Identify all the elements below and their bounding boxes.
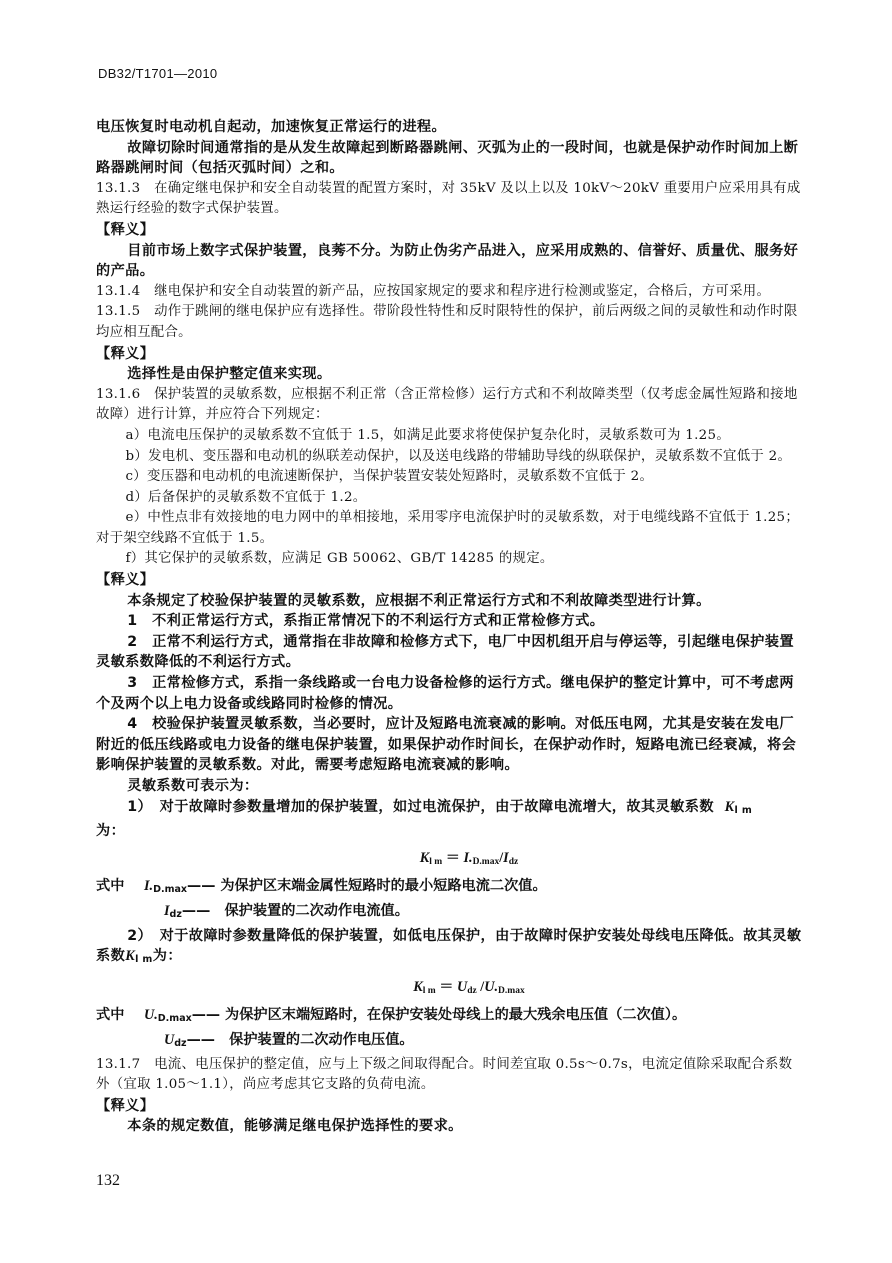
list-item-a: a）电流电压保护的灵敏系数不宜低于 1.5，如满足此要求将使保护复杂化时，灵敏系数可为 1.25。 bbox=[125, 427, 731, 443]
explanation-heading: 【释义】 bbox=[96, 1097, 155, 1114]
definition-row: $U_{dz}——$ 保护装置的二次动作电压值。 bbox=[164, 1031, 414, 1049]
explanation-heading: 【释义】 bbox=[96, 345, 155, 362]
formula-voltage: $K_{l m} = U_{dz}$ $/U._{D.max}$ bbox=[413, 978, 525, 996]
paragraph: 电压恢复时电动机自起动，加速恢复正常运行的进程。 bbox=[96, 119, 447, 135]
clause-13-1-3: 13.1.3 在确定继电保护和安全自动装置的配置方案时，对 35kV 及以上以及 10kV～20kV 重要用户应采用具有成熟运行经验的数字式保护装置。 bbox=[96, 180, 801, 217]
definition-row: 式中 $U._{D.max}——$ 为保护区末端短路时，在保护安装处母线上的最大残余电压值（二次值）。 bbox=[96, 1007, 687, 1025]
document-body bbox=[96, 117, 802, 1137]
paragraph: 选择性是由保护整定值来实现。 bbox=[127, 366, 332, 383]
paragraph: 本条规定了校验保护装置的灵敏系数，应根据不利正常运行方式和不利故障类型进行计算。 bbox=[127, 592, 711, 609]
paragraph: 1） 对于故障时参数量增加的保护装置，如过电流保护，由于故障电流增大，故其灵敏系数 $K_{l m}$ 为： bbox=[96, 798, 753, 840]
list-item-d: d）后备保护的灵敏系数不宜低于 1.2。 bbox=[125, 489, 367, 505]
paragraph: 2） 对于故障时参数量降低的保护装置，如低电压保护，由于故障时保护安装处母线电压降低。故其灵敏系数$K_{l m}$为： bbox=[96, 927, 802, 966]
list-item-c: c）变压器和电动机的电流速断保护，当保护装置安装处短路时，灵敏系数不宜低于 2。 bbox=[125, 469, 654, 485]
definition-row: 式中 $I._{D.max}——$ 为保护区末端金属性短路时的最小短路电流二次值。 bbox=[96, 878, 547, 896]
clause-13-1-5: 13.1.5 动作于跳闸的继电保护应有选择性。带阶段性特性和反时限特性的保护，前后两级之间的灵敏性和动作时限均应相互配合。 bbox=[96, 304, 798, 340]
clause-13-1-4: 13.1.4 继电保护和安全自动装置的新产品，应按国家规定的要求和程序进行检测或鉴定，合格后，方可采用。 bbox=[96, 283, 771, 299]
list-item-f: f）其它保护的灵敏系数，应满足 GB 50062、GB/T 14285 的规定。 bbox=[125, 551, 554, 567]
paragraph: 故障切除时间通常指的是从发生故障起到断路器跳闸、灭弧为止的一段时间，也就是保护动作时间加上断路器跳闸时间（包括灭弧时间）之和。 bbox=[96, 139, 799, 177]
symbol-k: K bbox=[724, 798, 735, 815]
paragraph: 目前市场上数字式保护装置，良莠不分。为防止伪劣产品进入，应采用成熟的、信誉好、质量优、服务好的产品。 bbox=[96, 242, 799, 280]
explanation-heading: 【释义】 bbox=[96, 572, 155, 589]
page-number: 132 bbox=[96, 1172, 120, 1189]
paragraph: 1 不利正常运行方式，系指正常情况下的不利运行方式和正常检修方式。 bbox=[127, 613, 605, 630]
formula-current: $K_{l m} = I._{D.max}/I_{dz}$ bbox=[419, 849, 519, 867]
explanation-heading: 【释义】 bbox=[96, 221, 155, 238]
paragraph: 2 正常不利运行方式，通常指在非故障和检修方式下，电厂中因机组开启与停运等，引起继电保护装置灵敏系数降低的不利运行方式。 bbox=[96, 633, 794, 671]
standard-code-header: DB32/T1701—2010 bbox=[98, 66, 218, 81]
clause-13-1-7: 13.1.7 电流、电压保护的整定值，应与上下级之间取得配合。时间差宜取 0.5s～0.7s，电流定值除采取配合系数外（宜取 1.05～1.1），尚应考虑其它支路的负荷电流。 bbox=[96, 1056, 793, 1093]
paragraph: 灵敏系数可表示为： bbox=[127, 778, 259, 794]
list-item-e: e）中性点非有效接地的电力网中的单相接地，采用零序电流保护时的灵敏系数，对于电缆线路不宜低于 1.25；对于架空线路不宜低于 1.5。 bbox=[96, 510, 800, 546]
paragraph: 4 校验保护装置灵敏系数，当必要时，应计及短路电流衰减的影响。对低压电网，尤其是安装在发电厂附近的低压线路或电力设备的继电保护装置，如果保护动作时间长，在保护动作时，短路电流已经衰减，将会影响保护装置的灵敏系数。对此，需要考虑短路电流衰减的影响。 bbox=[96, 716, 797, 774]
paragraph: 本条的规定数值，能够满足继电保护选择性的要求。 bbox=[127, 1118, 463, 1135]
paragraph: 3 正常检修方式，系指一条线路或一台电力设备检修的运行方式。继电保护的整定计算中，可不考虑两个及两个以上电力设备或线路同时检修的情况。 bbox=[96, 675, 794, 712]
definition-row: $I_{dz}——$ 保护装置的二次动作电流值。 bbox=[164, 902, 409, 920]
list-item-b: b）发电机、变压器和电动机的纵联差动保护，以及送电线路的带辅助导线的纵联保护，灵敏系数不宜低于 2。 bbox=[125, 448, 792, 464]
clause-13-1-6: 13.1.6 保护装置的灵敏系数，应根据不利正常（含正常检修）运行方式和不利故障类型（仅考虑金属性短路和接地故障）进行计算，并应符合下列规定： bbox=[96, 386, 798, 423]
